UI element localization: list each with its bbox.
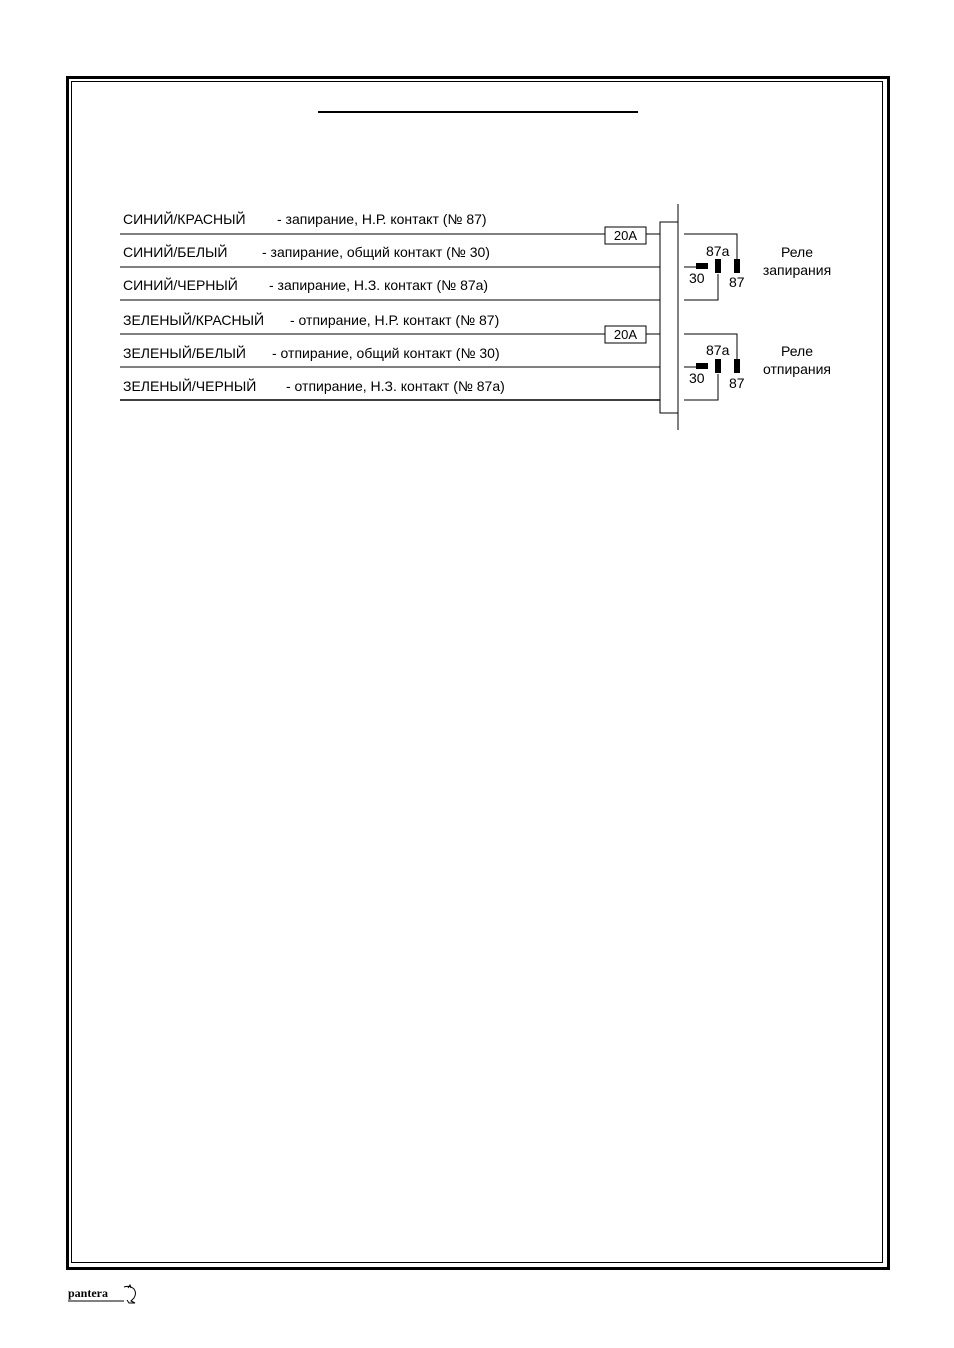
relay-lock (684, 234, 831, 300)
relay-unlock-contact-87a (715, 359, 721, 373)
relay-unlock-contact-87 (734, 359, 740, 373)
relay-unlock-pin-30: 30 (689, 370, 705, 386)
fuse-label-1: 20A (613, 228, 638, 243)
relay-unlock-contact-30 (696, 363, 708, 369)
relay-unlock-pin-87: 87 (729, 375, 745, 391)
relay-lock-contact-30 (696, 263, 708, 269)
relay-unlock-name-2: отпирания (763, 361, 831, 377)
connector-block (660, 222, 678, 413)
relay-lock-name-2: запирания (762, 262, 832, 278)
logo-text: pantera (68, 1286, 108, 1300)
relay-lock-pin-30: 30 (689, 270, 705, 286)
relay-lock-contact-87a (715, 259, 721, 273)
wire-label-2: СИНИЙ/БЕЛЫЙ - запирание, общий контакт (№ 30) (123, 244, 490, 260)
pantera-logo (68, 1284, 148, 1306)
wire-label-4: ЗЕЛЕНЫЙ/КРАСНЫЙ - отпирание, Н.Р. контакт (№ 87) (123, 312, 500, 328)
relay-lock-pin-87a: 87a (706, 243, 730, 259)
wire-label-5: ЗЕЛЕНЫЙ/БЕЛЫЙ - отпирание, общий контакт (№ 30) (123, 345, 500, 361)
relay-lock-contact-87 (734, 259, 740, 273)
relay-unlock-pin-87a: 87a (706, 342, 730, 358)
wire-label-3: СИНИЙ/ЧЕРНЫЙ - запирание, Н.З. контакт (№ 87а) (123, 277, 489, 293)
relay-lock-pin-87: 87 (729, 274, 745, 290)
relay-unlock-name-1: Реле (781, 343, 813, 359)
wire-label-1: СИНИЙ/КРАСНЫЙ - запирание, Н.Р. контакт (№ 87) (123, 211, 487, 227)
panther-icon (68, 1284, 148, 1306)
fuse-label-2: 20A (613, 327, 638, 342)
relay-unlock (684, 334, 831, 400)
wire-label-6: ЗЕЛЕНЫЙ/ЧЕРНЫЙ - отпирание, Н.З. контакт (№ 87а) (123, 378, 505, 394)
relay-lock-name-1: Реле (781, 244, 813, 260)
